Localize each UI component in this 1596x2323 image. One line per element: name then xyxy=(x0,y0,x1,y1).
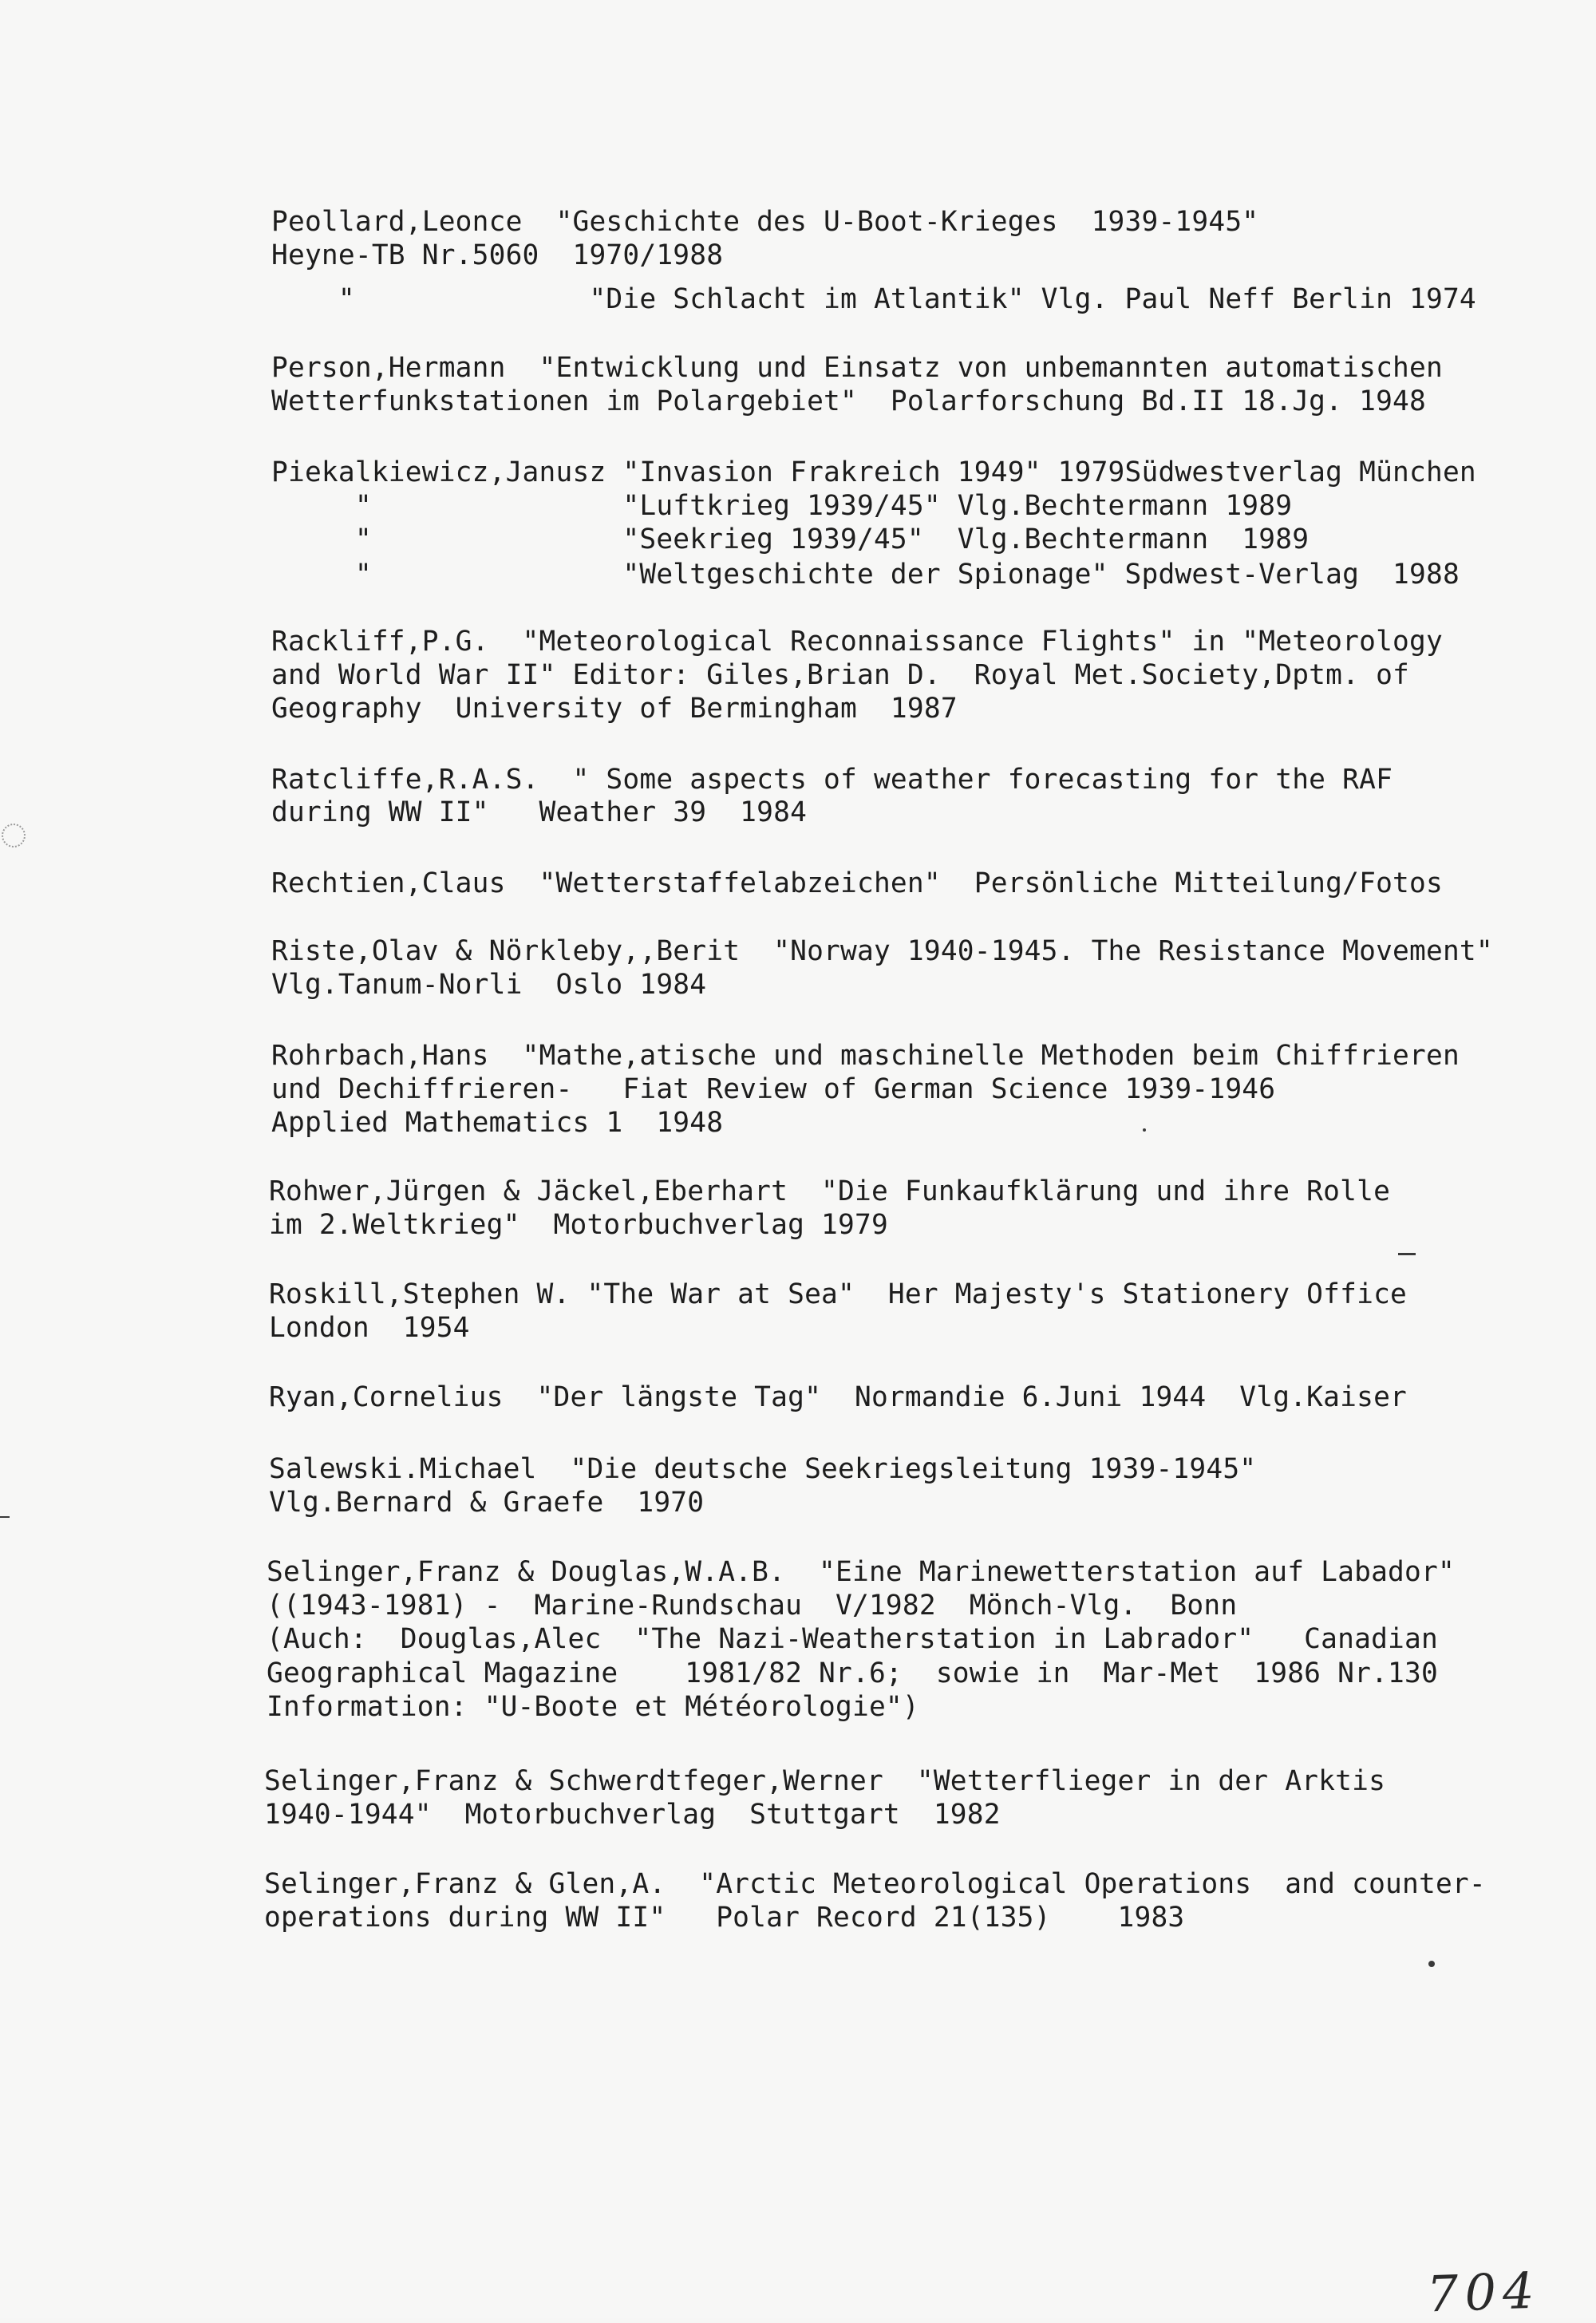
text-line: Peollard,Leonce "Geschichte des U-Boot-Krieges 1939-1945" xyxy=(271,206,1259,238)
text-line: operations during WW II" Polar Record 21(135) 1983 xyxy=(264,1902,1185,1934)
text-line: Selinger,Franz & Schwerdtfeger,Werner "Wetterflieger in der Arktis xyxy=(264,1765,1386,1797)
text-line: (Auch: Douglas,Alec "The Nazi-Weatherstation in Labrador" Canadian xyxy=(267,1623,1438,1655)
text-line: and World War II" Editor: Giles,Brian D. Royal Met.Society,Dptm. of xyxy=(271,659,1410,691)
text-line: Selinger,Franz & Glen,A. "Arctic Meteorological Operations and counter- xyxy=(264,1868,1486,1900)
text-line: Person,Hermann "Entwicklung und Einsatz von unbemannten automatischen xyxy=(271,352,1443,384)
ink-dash xyxy=(0,1516,10,1518)
text-line: Riste,Olav & Nörkleby,,Berit "Norway 1940-1945. The Resistance Movement" xyxy=(271,935,1493,967)
text-line: Ratcliffe,R.A.S. " Some aspects of weather forecasting for the RAF xyxy=(271,764,1393,796)
ink-dot xyxy=(1428,1961,1435,1967)
text-line: " "Luftkrieg 1939/45" Vlg.Bechtermann 1989 xyxy=(271,490,1293,522)
text-line: Vlg.Tanum-Norli Oslo 1984 xyxy=(271,969,707,1001)
text-line: Rohrbach,Hans "Mathe,atische und maschinelle Methoden beim Chiffrieren xyxy=(271,1040,1460,1072)
text-line: und Dechiffrieren- Fiat Review of German Science 1939-1946 xyxy=(271,1073,1276,1105)
text-line: " "Die Schlacht im Atlantik" Vlg. Paul Neff Berlin 1974 xyxy=(271,283,1476,315)
text-line: 1940-1944" Motorbuchverlag Stuttgart 1982 xyxy=(264,1799,1001,1831)
text-line: during WW II" Weather 39 1984 xyxy=(271,796,808,828)
text-line: Selinger,Franz & Douglas,W.A.B. "Eine Marinewetterstation auf Labador" xyxy=(267,1556,1455,1588)
text-line: Piekalkiewicz,Janusz "Invasion Frakreich 1949" 1979Südwestverlag München xyxy=(271,456,1476,488)
text-line: " "Weltgeschichte der Spionage" Spdwest-Verlag 1988 xyxy=(271,559,1460,591)
text-line: Geography University of Bermingham 1987 xyxy=(271,693,958,725)
text-line: Information: "U-Boote et Météorologie") xyxy=(267,1691,919,1723)
text-line: Rechtien,Claus "Wetterstaffelabzeichen" Persönliche Mitteilung/Fotos xyxy=(271,867,1443,899)
text-line: Vlg.Bernard & Graefe 1970 xyxy=(269,1487,705,1519)
text-line: London 1954 xyxy=(269,1312,470,1344)
text-line: Rohwer,Jürgen & Jäckel,Eberhart "Die Funkaufklärung und ihre Rolle xyxy=(269,1175,1391,1207)
ink-dot xyxy=(1143,1128,1146,1132)
text-line: Wetterfunkstationen im Polargebiet" Polarforschung Bd.II 18.Jg. 1948 xyxy=(271,385,1426,417)
text-line: Rackliff,P.G. "Meteorological Reconnaissance Flights" in "Meteorology xyxy=(271,626,1443,658)
text-line: im 2.Weltkrieg" Motorbuchverlag 1979 xyxy=(269,1209,888,1241)
text-line: " "Seekrieg 1939/45" Vlg.Bechtermann 1989 xyxy=(271,523,1310,555)
page-number: 704 xyxy=(1425,2261,1542,2323)
text-line: ((1943-1981) - Marine-Rundschau V/1982 Mönch-Vlg. Bonn xyxy=(267,1590,1238,1622)
text-line: Geographical Magazine 1981/82 Nr.6; sowie in Mar-Met 1986 Nr.130 xyxy=(267,1657,1438,1689)
text-line: Roskill,Stephen W. "The War at Sea" Her Majesty's Stationery Office xyxy=(269,1278,1408,1310)
punch-hole-mark xyxy=(2,824,26,847)
ink-dash xyxy=(1398,1253,1416,1255)
text-line: Ryan,Cornelius "Der längste Tag" Normandie 6.Juni 1944 Vlg.Kaiser xyxy=(269,1381,1408,1413)
text-line: Salewski.Michael "Die deutsche Seekriegsleitung 1939-1945" xyxy=(269,1453,1257,1485)
text-line: Heyne-TB Nr.5060 1970/1988 xyxy=(271,239,724,271)
text-line: Applied Mathematics 1 1948 xyxy=(271,1107,724,1139)
